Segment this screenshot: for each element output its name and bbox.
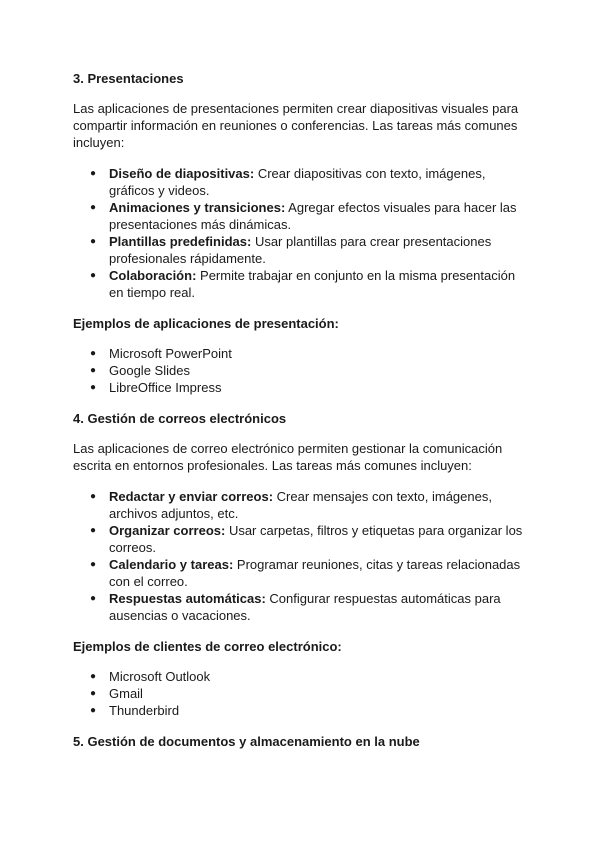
task-term: Redactar y enviar correos: [109,489,274,504]
task-term: Calendario y tareas: [109,557,234,572]
bullet-icon: ● [90,202,97,213]
task-list-presentaciones [73,165,533,301]
list-item [73,590,533,624]
section-heading-presentaciones: 3. Presentaciones [73,71,184,86]
task-desc: Crear diapositivas con texto, imágenes, gráficos y videos. [109,166,486,198]
section-intro-correos: Las aplicaciones de correo electrónico permiten gestionar la comunicación escrita en entornos profesionales. Las tareas más comunes incluyen: [73,441,503,473]
task-desc: Configurar respuestas automáticas para ausencias o vacaciones. [109,591,501,623]
examples-list-correos [73,668,533,719]
bullet-icon: ● [90,270,97,281]
example-name: Gmail [109,686,143,701]
list-item [73,345,533,362]
task-term: Colaboración: [109,268,197,283]
list-item [73,488,533,522]
bullet-icon: ● [90,688,97,699]
examples-list-presentaciones [73,345,533,396]
list-item [73,267,533,301]
list-item [73,685,533,702]
section-heading-documentos: 5. Gestión de documentos y almacenamiento en la nube [73,734,420,749]
example-name: Microsoft Outlook [109,669,211,684]
bullet-icon: ● [90,348,97,359]
bullet-icon: ● [90,593,97,604]
bullet-icon: ● [90,525,97,536]
list-item [73,199,533,233]
examples-heading-correos: Ejemplos de clientes de correo electrónico: [73,639,342,654]
examples-heading-presentaciones: Ejemplos de aplicaciones de presentación: [73,316,339,331]
bullet-icon: ● [90,705,97,716]
task-desc: Programar reuniones, citas y tareas relacionadas con el correo. [109,557,521,589]
bullet-icon: ● [90,382,97,393]
list-item [73,522,533,556]
list-item [73,165,533,199]
task-term: Respuestas automáticas: [109,591,266,606]
task-desc: Agregar efectos visuales para hacer las presentaciones más dinámicas. [109,200,517,232]
list-item [73,379,533,396]
bullet-icon: ● [90,236,97,247]
list-item [73,556,533,590]
task-desc: Crear mensajes con texto, imágenes, archivos adjuntos, etc. [109,489,492,521]
example-name: LibreOffice Impress [109,380,222,395]
task-term: Organizar correos: [109,523,226,538]
example-name: Thunderbird [109,703,180,718]
list-item [73,668,533,685]
task-list-correos [73,488,533,624]
document-page [73,70,533,763]
section-intro-presentaciones: Las aplicaciones de presentaciones permiten crear diapositivas visuales para compartir información en reuniones o conferencias. Las tareas más comunes incluyen: [73,101,519,150]
section-heading-correos: 4. Gestión de correos electrónicos [73,411,287,426]
bullet-icon: ● [90,491,97,502]
task-term: Animaciones y transiciones: [109,200,286,215]
example-name: Microsoft PowerPoint [109,346,232,361]
task-desc: Usar plantillas para crear presentaciones profesionales rápidamente. [109,234,492,266]
list-item [73,362,533,379]
bullet-icon: ● [90,168,97,179]
task-term: Diseño de diapositivas: [109,166,255,181]
task-desc: Usar carpetas, filtros y etiquetas para organizar los correos. [109,523,523,555]
bullet-icon: ● [90,365,97,376]
example-name: Google Slides [109,363,190,378]
bullet-icon: ● [90,559,97,570]
list-item [73,233,533,267]
bullet-icon: ● [90,671,97,682]
list-item [73,702,533,719]
task-term: Plantillas predefinidas: [109,234,252,249]
task-desc: Permite trabajar en conjunto en la misma presentación en tiempo real. [109,268,516,300]
